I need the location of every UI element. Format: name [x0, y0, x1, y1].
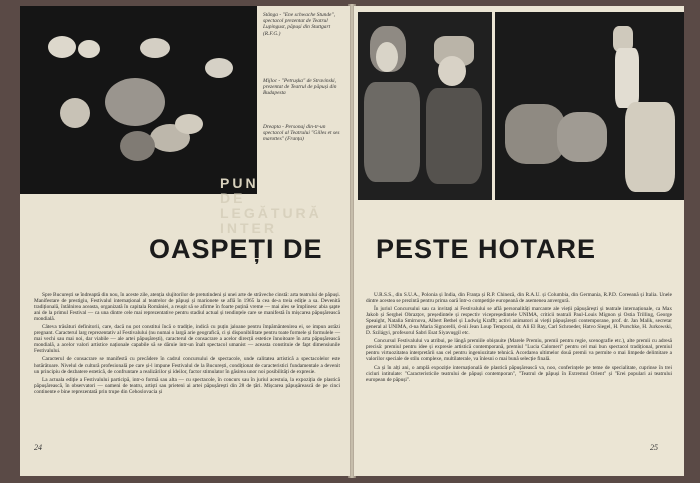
- caption-middle: Mijloc - "Petrușka" de Stravinski, prezentat de Teatrul de păpuși din Budapesta: [263, 78, 337, 97]
- left-paragraph: Câteva trăsături definitorii, care, dacă nu pot constitui încă o tradiție, indică cu puțin jaloane pentru împământenirea ei, se impun astăzi pregnant. Caracterul larg reprezentativ al Festivalului (nu numai o largă arie geografică, ci și disponibilitate pentru toate formele și formulele — mai vechi sau mai noi, dar viabile — ale artei păpușărești), caracterul de consacrare a acelor direcții estetice înnoitoare în arta păpușărească mondială, a acelor valori artistice naționale capabile să se dăruie intr-un înalt spectacol umanist — aceasta constituie de fapt dimensiunile Festivalului.: [34, 324, 340, 355]
- photo-puppet-france: [495, 12, 684, 200]
- right-page: [354, 6, 684, 476]
- article-title-left: OASPEȚI DE: [149, 234, 323, 264]
- right-paragraph: Ca și în alți ani, o amplă expoziție internațională de plastică păpușărească va, noo, conferințele pe teme de specialitate, cuprinse în trei cicluri intitulate: "Caracteristicile teatrului de păpuși contemporan", "Teatrul de păpuși în Extremul Orient" și "Erei populari ai teatrului european de păpuși".: [366, 364, 672, 383]
- left-paragraph: Caracterul de consacrare se manifestă cu precădere în cadrul concursului de spectacole, unde calitatea artistică a spectacolelor este hotărâtoare. Nivelul de cultură profesională pe care și-l impune Festivalul de la București, condiționat de caracteristici fundamentale a devenit un principiu de dezbatere estetică, de confruntare a realizărilor și ideilor, factor stimulator în găsirea unor noi posibilități de expresie.: [34, 356, 340, 375]
- article-title-right: PESTE HOTARE: [376, 234, 597, 264]
- caption-left: Stânga - "Ene schwache Stunde", spectacol prezentat de Teatrul Lupingust, păpuși din Stuttgart (R.F.G.): [263, 12, 336, 37]
- right-body-text: [366, 292, 672, 385]
- right-paragraph: Concursul Festivalului va atribui, pe lângă premiile obișnuite (Marele Premiu, premii pentru regie, scenografie etc.), alte premii cu adresă precisă: premiul pentru idee și expresie artistică contemporană, premiul "Lucia Calomeri" pentru cel mai bun spectacol tradițional, premiul pentru virtuozitatea interpretării sau cel pentru ingeniozitate tehnică. Acordarea ultimelor două premii va permite o mai limpede delimitare a valorilor speciale de stilu complexe, multilaterale, va înlesni o mai bună selecție finală.: [366, 338, 672, 363]
- photo-captions: [257, 6, 350, 194]
- bleed-through-text: PUN DE LEGĂTURĂ INTER: [220, 175, 322, 236]
- page-number-right: 25: [650, 443, 658, 452]
- left-page: [20, 6, 350, 476]
- left-paragraph: La actuala ediție a Festivalului participă, intr-o formă sau alta — cu spectacole, în concurs sau în juriul acestuia, la expoziția de plastică păpușărească, în observatori — oameni de teatru, artiști sau prieteni ai artei păpușărești din 28 de țări. Mișcarea păpușărească de pe cinci continente e bine reprezentată prin trupe din Cehoslovacia și: [34, 376, 340, 395]
- left-paragraph: Spre București se îndreaptă din nou, în aceste zile, atenția slujitorilor de pretutindeni și unei arte de străveche cinstă: arta teatrului de păpuși. Manifestare de prestigiu, Festivalul internațional al teatrelor de păpuși și marionete se află în 1965 la cea de-a treia ediție a sa. Devenită tradițională, întâlnirea aceasta, organizată în capitala României, a reușit să se afirme în foarte puțină vreme — mai ales se împlinesc abia șapte ani de la primul Festival — ca una dintre cele mai reprezentative pentru stadiul actual și tendințele care se manifestă în mișcarea păpușărească mondială.: [34, 292, 340, 323]
- page-number-left: 24: [34, 443, 42, 452]
- right-paragraph: U.R.S.S., din S.U.A., Polonia și India, din Franța și R.P. Chineză, din R.A.U. și Columbia, din Germania, R.P.D. Coreeană și Italia. Unele dintre acestea se prezintă pentru prima oară într-o competiție europeană de asemenea anvergură.: [366, 292, 672, 305]
- caption-right: Dreapta - Personaj din-tr-un spectacol al Teatrului "Gilles et ses marottes" (Franța): [263, 124, 340, 143]
- left-body-text: [34, 292, 340, 397]
- right-paragraph: În juriul Concursului sau ca invitați ai Festivalului se află personalități marcante ale vieții păpușărești și teatrale internaționale, ca Max Jakob și Serghei Obrazțov, președintele și respectiv vicepreședintele UNIMA, criticii teatrali Paul-Louis Mignon și Ostia Trilling, George Speaight, Natalia Smirnova, Albert Bethel și Ludwig Krafft; activi animatori ai vieții păpușărești contemporane, prof. dr. Jan Malik, secretar general al UNIMA, d-na Maria Signorelli, d-nii Jean Loup Temporal, dr. Ali El Ray, Carl Schroeder, Hatvo Siegel, H. Purschke, H. Jurkowski, D. Szilágyi, profesorul Sabri Esat Siyavuşgil etc.: [366, 306, 672, 337]
- photo-puppets-budapest: [358, 12, 492, 200]
- photo-puppets-stuttgart: [20, 6, 257, 194]
